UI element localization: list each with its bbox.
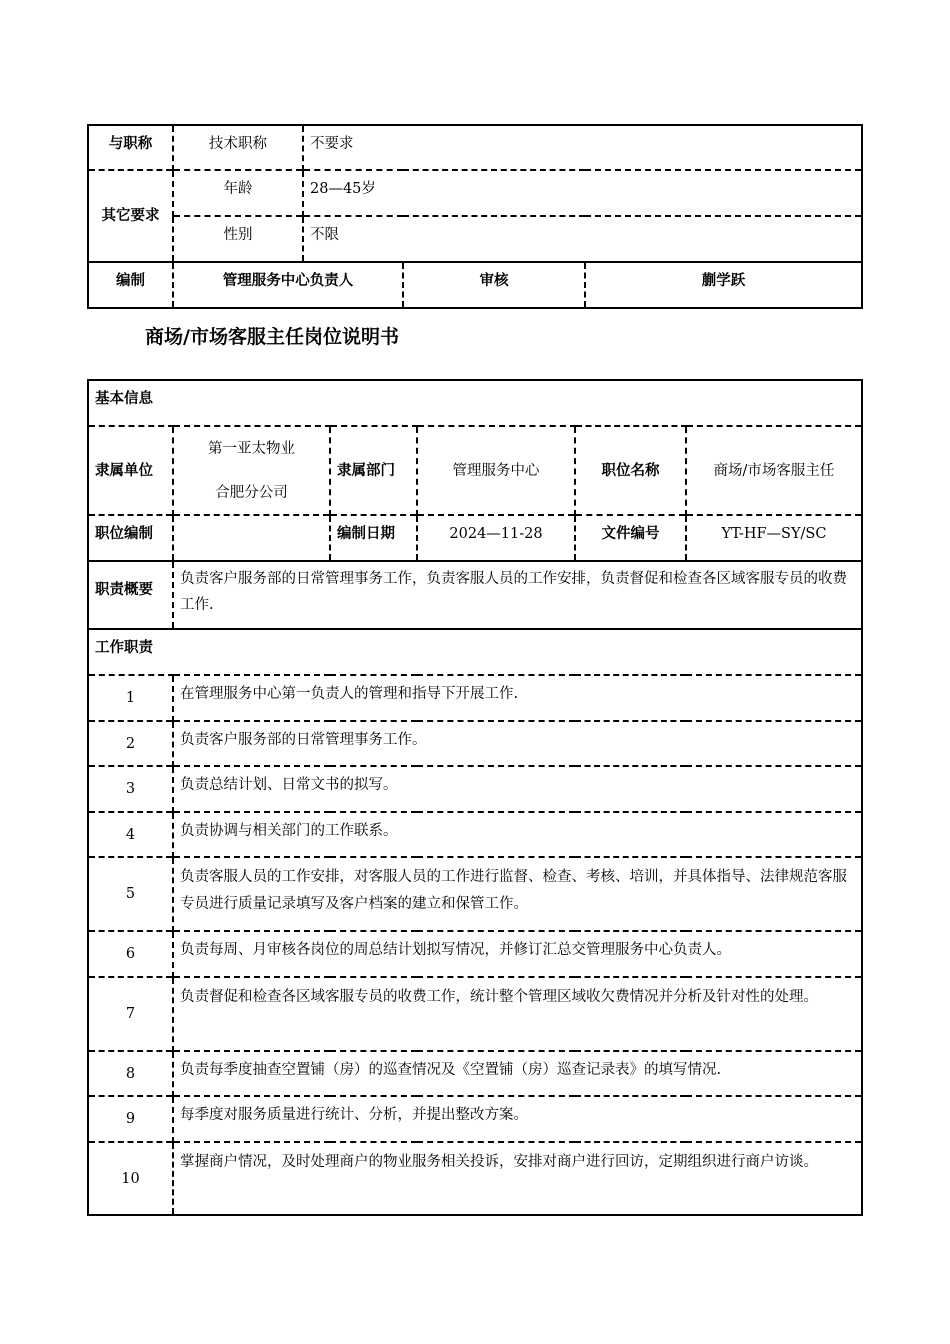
job-description-table	[87, 379, 863, 1216]
unit-label: 隶属单位	[88, 426, 173, 515]
duty-row	[88, 1096, 862, 1142]
duty-number: 9	[88, 1096, 173, 1142]
file-no-label: 文件编号	[575, 515, 686, 561]
duty-number: 2	[88, 721, 173, 766]
reviewer-value: 蒯学跃	[585, 262, 862, 308]
staffing-value	[173, 515, 330, 561]
duty-row	[88, 766, 862, 812]
duty-row	[88, 857, 862, 931]
age-item: 年龄	[173, 170, 303, 216]
duty-row	[88, 675, 862, 721]
duty-text: 每季度对服务质量进行统计、分析，并提出整改方案。	[173, 1096, 862, 1142]
gender-item: 性别	[173, 216, 303, 262]
staffing-label: 职位编制	[88, 515, 173, 561]
duty-number: 10	[88, 1142, 173, 1215]
duty-row	[88, 977, 862, 1051]
dept-value: 管理服务中心	[417, 426, 575, 515]
basic-info-header: 基本信息	[95, 391, 153, 407]
duty-text: 负责每季度抽查空置铺（房）的巡查情况及《空置铺（房）巡查记录表》的填写情况.	[173, 1051, 862, 1096]
duty-text: 负责督促和检查各区域客服专员的收费工作，统计整个管理区域收欠费情况并分析及针对性的处理。	[173, 977, 862, 1051]
duty-number: 6	[88, 931, 173, 977]
duties-header: 工作职责	[88, 629, 862, 675]
other-requirements-label: 其它要求	[88, 170, 173, 262]
duty-number: 7	[88, 977, 173, 1051]
tech-title-value: 不要求	[303, 125, 862, 170]
duty-text: 掌握商户情况，及时处理商户的物业服务相关投诉，安排对商户进行回访，定期组织进行商户访谈。	[173, 1142, 862, 1215]
duty-row	[88, 1142, 862, 1215]
tech-title-item: 技术职称	[173, 125, 303, 170]
duty-number: 1	[88, 675, 173, 721]
gender-value: 不限	[303, 216, 862, 262]
duty-number: 8	[88, 1051, 173, 1096]
duty-number: 5	[88, 857, 173, 931]
duty-text: 负责总结计划、日常文书的拟写。	[173, 766, 862, 812]
duty-number: 4	[88, 812, 173, 857]
requirements-table	[87, 124, 863, 309]
unit-value-line1: 第一亚太物业	[208, 440, 295, 457]
position-value: 商场/市场客服主任	[686, 426, 862, 515]
date-label: 编制日期	[330, 515, 417, 561]
position-label: 职位名称	[575, 426, 686, 515]
date-value: 2024—11-28	[417, 515, 575, 561]
duty-text: 负责协调与相关部门的工作联系。	[173, 812, 862, 857]
duty-number: 3	[88, 766, 173, 812]
unit-value-line2: 合肥分公司	[215, 484, 288, 501]
duty-text: 负责客户服务部的日常管理事务工作。	[173, 721, 862, 766]
duties-list	[88, 675, 862, 1215]
title-requirement-label: 与职称	[108, 136, 153, 152]
compile-label: 编制	[88, 262, 173, 308]
duty-row	[88, 1051, 862, 1096]
duty-text: 负责客服人员的工作安排，对客服人员的工作进行监督、检查、考核、培训，并具体指导、法律规范客服专员进行质量记录填写及客户档案的建立和保管工作。	[173, 857, 862, 931]
summary-text: 负责客户服务部的日常管理事务工作，负责客服人员的工作安排，负责督促和检查各区域客服专员的收费工作.	[173, 561, 862, 629]
compiler-value: 管理服务中心负责人	[173, 262, 403, 308]
document-title: 商场/市场客服主任岗位说明书	[145, 326, 399, 348]
summary-label: 职责概要	[88, 561, 173, 629]
dept-label: 隶属部门	[330, 426, 417, 515]
unit-value	[173, 426, 330, 515]
file-no-value: YT-HF—SY/SC	[686, 515, 862, 561]
age-value: 28—45岁	[303, 170, 862, 216]
review-label: 审核	[403, 262, 585, 308]
duty-row	[88, 721, 862, 766]
duty-text: 负责每周、月审核各岗位的周总结计划拟写情况，并修订汇总交管理服务中心负责人。	[173, 931, 862, 977]
duty-row	[88, 812, 862, 857]
duty-text: 在管理服务中心第一负责人的管理和指导下开展工作.	[173, 675, 862, 721]
duty-row	[88, 931, 862, 977]
